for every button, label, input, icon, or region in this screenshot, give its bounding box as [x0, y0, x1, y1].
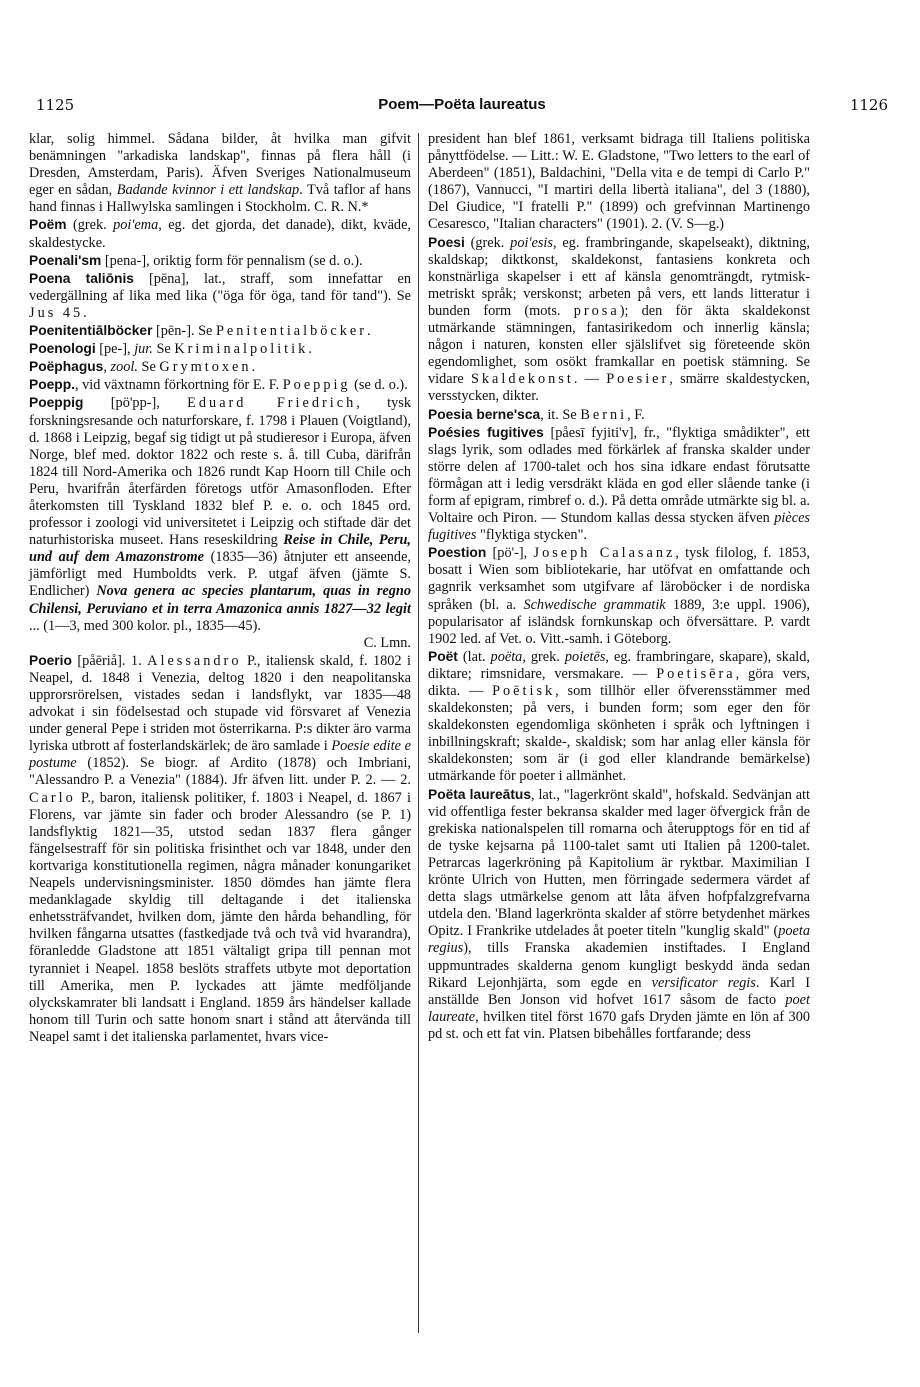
entry-text: president han blef 1861, verksamt bidraga till Italiens politiska pånyttfödelse. — Litt.: W. E. Gladstone, "Two letters to the earl of Aberdeen" (1851), Baldachini, "Della vita e de tempi di Carlo P." (1867), Vannucci, "I martiri della libertà italiana", del 3 (1880), Del Giudice, "I fratelli P." (1899) och grefvinnan Martinengo Cesaresco, "Italian characters" (1901). 2. (V. S—g.): [428, 131, 810, 233]
entry-text: . Karl I anställde Ben Jonson vid hofvet 1617 såsom de facto: [428, 974, 810, 1008]
entry-headword: Poestion: [428, 545, 487, 561]
entry-text: poietēs: [564, 648, 606, 665]
entry-text: Se: [152, 341, 175, 358]
entry-text: (1852). Se biogr. af Ardito (1878) och Imbriani, "Alessandro P. a Venezia" (1884). Jfr äfven litt. under P. 2. — 2.: [29, 755, 411, 789]
entry-text: 1889, 3:e uppl. 1906), popularisator af isländsk fornkunskap och öfversättare. P. vardt 1902 led. af Vet. o. Vitt.-samh. i Göteborg.: [428, 596, 810, 647]
entry-text: , eg. frambringare, skapare), skald, diktare; rimsnidare, versmakare. —: [428, 648, 810, 682]
entry-text: P., baron, italiensk politiker, f. 1803 i Neapel, d. 1867 i Florens, var jämte sin fader och broder Alessandro (se P. 1) landsflyktig 1821—35, utstod sedan 1837 flera gånger fängelsestraff för sin politiska frisinthet och var 1848, under den kortvariga konstitutionella regimen, några månader konungariket Neapels undervisningsminister. 1850 dömdes han jämte flera medanklagade skyldig till deltagande i det italienska enhetssträfvandet, hvilken dom, jämte den hårda behandling, för hvilken fångarna utsattes (fastkedjade två och två vid hvarandra), föranledde Gladstone att 1851 vältaligt gripa till pennan mot tyranniet i Neapel. 1858 beslöts straffets utbyte mot deportation till Amerika, men P. lyckades att jämte medföljande olyckskamrater bli landsatt i England. 1859 års händelser kallade honom till Turin och satte honom snart i stånd att återvända till Neapel samt i det italienska parlamentet, hvars vice-: [29, 789, 411, 1045]
entry-text: [pe-],: [95, 341, 135, 358]
entry-text: Skaldekonst: [470, 371, 574, 388]
entry-text: Reise in Chile, Peru, und auf dem Amazonstrome: [29, 532, 411, 566]
entry-text: .: [83, 304, 87, 321]
entry-headword: Poenitentiālböcker: [29, 323, 153, 339]
entry-text: Grymtoxen: [159, 359, 252, 376]
entry-text: Eduard Friedrich: [187, 395, 357, 412]
page-header: [36, 96, 888, 120]
entry-text: Alessandro: [147, 652, 242, 669]
entry-text: [påēriå]. 1.: [71, 652, 148, 669]
entry-text: [pena-], oriktig form för pennalism (se d. o.).: [101, 252, 363, 269]
dictionary-entry: [29, 131, 411, 216]
entry-text: . —: [573, 371, 607, 388]
entry-text: Joseph Calasanz: [533, 545, 676, 562]
entry-text: Penitentialböcker: [215, 323, 368, 340]
entry-text: .: [308, 341, 312, 358]
entry-text: pièces fugitives: [428, 510, 810, 544]
entry-text: , F.: [627, 406, 645, 423]
entry-text: Se: [137, 359, 160, 376]
entry-text: Nova genera ac species plantarum, quas in regno Chilensi, Peruviano et in terra Amazonica annis 1827—32 legit: [29, 583, 411, 617]
entry-headword: Poerio: [29, 652, 72, 668]
dictionary-entry: [428, 131, 810, 234]
entry-text: Schwedische grammatik: [523, 596, 666, 613]
dictionary-entry: [29, 376, 411, 394]
entry-text: Carlo: [29, 789, 76, 806]
entry-headword: Poésies fugitives: [428, 424, 544, 440]
entry-text: ,: [103, 359, 111, 376]
entry-text: Jus 45: [29, 304, 84, 321]
entry-text: Poesie edite e postume: [29, 738, 411, 772]
entry-headword: Poëta laureātus: [428, 786, 532, 802]
entry-text: [pö'-],: [486, 545, 534, 562]
entry-text: prosa: [573, 302, 620, 319]
entry-text: , hvilken titel först 1670 gafs Dryden jämte en lön af 300 pd st. och ett fat vin. Platsen bibehålles fortfarande; dess: [428, 1008, 810, 1042]
entry-text: poi'esis: [510, 234, 553, 251]
entry-text: Badande kvinnor i ett landskap: [116, 182, 300, 199]
entry-text: Poetisēra: [656, 665, 736, 682]
entry-text: , eg. det gjorda, det danade), dikt, kväde, skaldestycke.: [29, 217, 411, 251]
entry-text: [pēna], lat., straff, som innefattar en vedergällning af lika med lika ("öga för öga, tand för tand"). Se: [29, 270, 411, 304]
entry-headword: Poët: [428, 648, 458, 664]
dictionary-entry: [428, 786, 810, 1043]
entry-headword: Poepp.: [29, 377, 75, 393]
running-title: Poem—Poëta laureatus: [378, 96, 546, 113]
entry-text: poi'ema: [113, 217, 159, 234]
entry-text: ... (1—3, med 300 kolor. pl., 1835—45).: [29, 617, 261, 634]
entry-text: , smärre skaldestycken, versstycken, dikter.: [428, 371, 810, 405]
dictionary-entry: [428, 234, 810, 406]
entry-headword: Poena taliōnis: [29, 270, 134, 286]
entry-text: . Två taflor af hans hand finnas i Hallwylska samlingen i Stockholm. C. R. N.*: [29, 182, 411, 216]
entry-text: poëta: [490, 648, 523, 665]
dictionary-entry: [428, 406, 810, 424]
entry-headword: Poëm: [29, 217, 67, 233]
dictionary-entry: [428, 544, 810, 648]
entry-text: , som tillhör eller öfverensstämmer med skaldekonsten; på vers, i bunden form; som eger den för skaldekonsten egendomliga skönheten i språk och lyftningen i inbillningskraft; skalde-, skaldisk; som har anlag eller känsla för skaldekonsten; som är (i god eller klandrande bemärkelse) utmärkande för poeter i allmänhet.: [428, 683, 810, 785]
entry-text: [pö'pp-],: [83, 395, 188, 412]
dictionary-entry: [29, 216, 411, 251]
entry-text: P., italiensk skald, f. 1802 i Neapel, d. 1848 i Venezia, deltog 1820 i den neapolitanska upprorsrörelsen, vistades sedan i landsflykt, var 1835—48 advokat i sin födelsestad och stupade vid försvaret af Venezia under general Pepe i striden mot österrikarna. P:s dikter äro varma lyriska utbrott af fosterlandskärlek; de äro samlade i: [29, 652, 411, 755]
dictionary-entry: [428, 424, 810, 545]
entry-text: Berni: [580, 406, 628, 423]
entry-text: klar, solig himmel. Sådana bilder, åt hvilka man gifvit benämningen "arkadiska landskap", finnas på flera håll (i Dresden, Amsterdam, Paris). Äfven Sveriges Nationalmuseum eger en sådan,: [29, 131, 411, 199]
page-number-right: 1126: [849, 96, 888, 114]
entry-text: ), tills Franska akademien instiftades. I England uppmuntrades skalderna genom kungligt beskydd ända sedan Rikard Lejonhjärta, som egde en: [428, 940, 810, 991]
dictionary-entry: [428, 648, 810, 786]
entry-text: , it. Se: [540, 406, 581, 423]
dictionary-entry: [29, 252, 411, 270]
entry-text: (1835—36) åtnjuter ett anseende, jämförligt med Humboldts verk. P. utgaf äfven (jämte S. Endlicher): [29, 549, 411, 600]
entry-text: .: [367, 323, 371, 340]
entry-text: poeta regius: [428, 923, 810, 957]
entry-text: , tysk forskningsresande och naturforskare, f. 1798 i Plauen (Voigtland), d. 1868 i Leipzig, begaf sig tidigt ut på studieresor i Europa, äfven Norge, blef med. doktor 1822 och reste s. å. till Cuba, därifrån 1824 till Nord-Amerika och 1826 rundt Kap Hoorn till Chile och Peru, hvarifrån återfärden företogs utför Amasonfloden. Efter återkomsten till Tyskland 1832 blef P. e. o. och 1845 ord. professor i zoologi vid universitetet i Leipzig och stiftade där det naturhistoriska museet. Hans reseskildring: [29, 395, 412, 549]
entry-text: .: [251, 359, 256, 376]
entry-text: versificator regis: [651, 974, 756, 991]
entry-text: zool.: [110, 359, 138, 376]
entry-text: , lat., "lagerkrönt skald", hofskald. Sedvänjan att vid offentliga fester bekransa skalder med lager öfvergick från de grekiska nationalspelen till romarna och återupptogs för en tid af de tyske kejsarna på 1100-talet samt uti Italien på 1200-talet. Petrarcas lagerkröning på Kapitolium är ryktbar. Maximilian I krönte Ulrich von Hutten, men förringade sedermera värdet af detta slags utmärkelse genom att låta äfven hofpfalzgrefvarna utdela den. 'Bland lagerkrönta skalder af större betydenhet märkes Opitz. I Frankrike utdelades åt poeter titeln "kunglig skald" (: [428, 786, 810, 940]
entry-headword: Poëphagus: [29, 359, 104, 375]
entry-text: (grek.: [66, 217, 114, 234]
right-column: [428, 131, 810, 1043]
entry-text: Poesier: [606, 371, 670, 388]
entry-text: (se d. o.).: [350, 377, 408, 394]
entry-text: Poētisk: [492, 683, 556, 699]
entry-text: , grek.: [522, 648, 565, 665]
entry-text: (grek.: [464, 234, 511, 251]
entry-text: "flyktiga stycken".: [476, 527, 587, 544]
entry-headword: Poenali'sm: [29, 252, 102, 268]
entry-headword: Poenologi: [29, 341, 96, 357]
entry-headword: Poesi: [428, 234, 465, 250]
entry-text: [påesī fyjiti'v], fr., "flyktiga smådikter", ett slags lyrik, som odlades med förkärlek af franska skalder under större delen af 1700-talet och hos sina idkare endast förutsatte förmågan att i ledig versdräkt kläda en god eller slående tanke (i form af epigram, rimbref o. d.). På detta område utmärkte sig bl. a. Voltaire och Piron. — Stundom kallas dessa stycken äfven: [428, 424, 810, 527]
column-divider: [418, 133, 419, 1333]
dictionary-entry: [29, 322, 411, 340]
entry-text: , tysk filolog, f. 1853, bosatt i Wien som bibliotekarie, har utöfvat en omfattande och gagnrik verksamhet som utgifvare af läroböcker i de nordiska språken (bl. a.: [428, 545, 810, 613]
dictionary-entry: [29, 340, 411, 358]
entry-text: , vid växtnamn förkortning för E. F.: [75, 377, 283, 394]
entry-text: , göra vers, dikta. —: [428, 665, 810, 699]
entry-text: Kriminalpolitik: [174, 341, 309, 358]
entry-headword: Poesia berne'sca: [428, 406, 541, 422]
dictionary-entry: [29, 394, 411, 651]
entry-text: jur.: [134, 341, 153, 358]
entry-text: , eg. frambringande, skapelseakt), diktning, skaldskap; diktkonst, skaldekonst, fantasiens konkreta och konstnärliga skapelser i ett af känsla genomträngdt, rytmisk-metriskt språk; verskonst; arbeten på vers, ett lands litteratur i bunden form (mots.: [428, 234, 811, 319]
entry-headword: Poeppig: [29, 395, 84, 411]
entry-text: poet laureate: [428, 991, 810, 1025]
dictionary-entry: [29, 358, 411, 376]
left-column: [29, 131, 411, 1046]
dictionary-entry: [29, 270, 411, 322]
entry-text: ); den för äkta skaldekonst utmärkande stämningen, fantasirikedom och innerlig känsla; någon i naturen, konsten eller själslifvet sig företeende skön egendomlighet, som osökt framkallar en poetisk stämning. Se vidare: [428, 302, 810, 388]
dictionary-entry: [29, 652, 411, 1046]
entry-text: [pēn-]. Se: [152, 323, 216, 340]
author-signature: C. Lmn.: [363, 634, 411, 651]
entry-text: Poeppig: [282, 377, 351, 394]
entry-text: (lat.: [457, 648, 491, 665]
page-number-left: 1125: [36, 96, 75, 114]
